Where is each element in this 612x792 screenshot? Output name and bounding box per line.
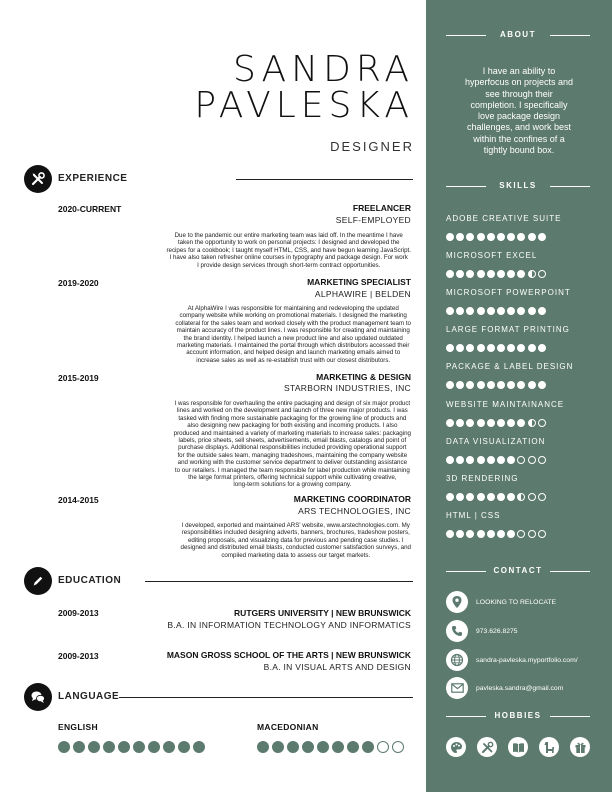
skill-dot bbox=[538, 381, 546, 389]
skill-dot bbox=[538, 233, 546, 241]
skill-level bbox=[446, 233, 546, 241]
skill-dot bbox=[538, 344, 546, 352]
level-dot bbox=[58, 741, 70, 753]
skill-dot bbox=[487, 344, 495, 352]
skill-dot bbox=[487, 233, 495, 241]
skill-dot bbox=[507, 456, 515, 464]
skill-dot bbox=[517, 270, 525, 278]
skills-heading: SKILLS bbox=[499, 181, 537, 190]
divider bbox=[119, 697, 413, 698]
book-icon bbox=[508, 737, 528, 757]
skill-dot bbox=[466, 381, 474, 389]
last-name: PAVLESKA bbox=[194, 85, 414, 126]
divider bbox=[145, 581, 413, 582]
job-company: SELF-EMPLOYED bbox=[335, 215, 411, 225]
tools-icon bbox=[24, 165, 52, 193]
job-description: I was responsible for overhauling the entire packaging and design of six major product lines and worked on the development and launch of three new major products. I was tasked with finding more sustainable packaging for the growing line of products and also designing new packaging for both existing and incoming products. I also produced and maintained a variety of marketing materials to increase sales: packaging labels, price sheets, sell sheets, advertisements, email blasts, catalogs and point of purchase displays. Additional responsibilities included providing operational support for the outside sales team, managing tradeshows, maintaining the company website and working with the customer service department to deliver outstanding assistance to our retailers. I managed the team responsible for label production while maintaining the large format printers, offering technical support while cultivating creative, long-term solutions for a growing company. bbox=[173, 400, 411, 489]
skill-dot bbox=[477, 307, 485, 315]
chat-bubbles-icon bbox=[24, 683, 52, 711]
skill-dot bbox=[507, 307, 515, 315]
skill-dot bbox=[466, 493, 474, 501]
about-heading: ABOUT bbox=[500, 30, 536, 39]
sidebar bbox=[426, 0, 612, 792]
job-role: MARKETING & DESIGN bbox=[316, 372, 411, 382]
skill-dot bbox=[528, 530, 536, 538]
skill-dot bbox=[456, 530, 464, 538]
skill-name: HTML | CSS bbox=[446, 511, 501, 520]
mail-icon bbox=[446, 677, 468, 699]
skill-dot bbox=[446, 344, 454, 352]
skill-dot bbox=[487, 419, 495, 427]
skill-dot bbox=[538, 419, 546, 427]
contact-email[interactable]: pavleska.sandra@gmail.com bbox=[446, 677, 563, 699]
skill-dot bbox=[507, 530, 515, 538]
skill-dot bbox=[456, 381, 464, 389]
skill-dot bbox=[538, 307, 546, 315]
skill-dot bbox=[477, 344, 485, 352]
contact-location: LOOKING TO RELOCATE bbox=[446, 591, 556, 613]
level-dot bbox=[118, 741, 130, 753]
skill-dot bbox=[528, 307, 536, 315]
skill-level bbox=[446, 456, 546, 464]
skill-dot bbox=[477, 270, 485, 278]
education-school: RUTGERS UNIVERSITY | NEW BRUNSWICK bbox=[234, 608, 411, 618]
level-dot bbox=[257, 741, 269, 753]
skill-dot bbox=[446, 493, 454, 501]
language-level bbox=[257, 741, 404, 753]
skill-level bbox=[446, 530, 546, 538]
skill-dot bbox=[466, 233, 474, 241]
level-dot bbox=[377, 741, 389, 753]
skill-dot bbox=[487, 530, 495, 538]
skill-name: PACKAGE & LABEL DESIGN bbox=[446, 362, 574, 371]
level-dot bbox=[103, 741, 115, 753]
skill-dot bbox=[456, 456, 464, 464]
level-dot bbox=[362, 741, 374, 753]
skill-dot bbox=[497, 270, 505, 278]
skill-dot bbox=[507, 419, 515, 427]
dog-icon bbox=[539, 737, 559, 757]
skill-dot bbox=[456, 307, 464, 315]
skill-dot bbox=[528, 456, 536, 464]
skill-dot bbox=[528, 419, 536, 427]
experience-section-header bbox=[24, 165, 413, 193]
skill-dot bbox=[497, 233, 505, 241]
skill-name: DATA VISUALIZATION bbox=[446, 437, 546, 446]
level-dot bbox=[163, 741, 175, 753]
job-years: 2019-2020 bbox=[58, 278, 99, 288]
pencil-icon bbox=[24, 567, 52, 595]
skill-dot bbox=[487, 381, 495, 389]
job-years: 2015-2019 bbox=[58, 373, 99, 383]
skill-dot bbox=[446, 530, 454, 538]
skill-dot bbox=[497, 419, 505, 427]
education-years: 2009-2013 bbox=[58, 651, 99, 661]
job-description: At AlphaWire I was responsible for maintaining and redeveloping the updated company website while working on promotional materials. I designed the marketing collateral for the sales team and worked closely with the product management team to maintain accuracy of the product lines. I was responsible for creating and maintaining the brand identity. I helped launch a new product line and also updated outdated marketing materials. I maintained the portal through which distributors accessed their account information, and helped design and launch marketing emails aimed to increase sales as well as re-establish trust with our closest distributors. bbox=[175, 305, 411, 364]
skill-dot bbox=[528, 270, 536, 278]
skill-dot bbox=[517, 493, 525, 501]
skill-dot bbox=[477, 493, 485, 501]
skill-dot bbox=[538, 493, 546, 501]
level-dot bbox=[73, 741, 85, 753]
skill-dot bbox=[538, 270, 546, 278]
level-dot bbox=[148, 741, 160, 753]
tools-icon bbox=[477, 737, 497, 757]
phone-icon bbox=[446, 620, 468, 642]
language-heading: LANGUAGE bbox=[58, 691, 120, 702]
skill-dot bbox=[507, 344, 515, 352]
education-years: 2009-2013 bbox=[58, 608, 99, 618]
globe-icon bbox=[446, 649, 468, 671]
skill-name: WEBSITE MAINTAINANCE bbox=[446, 400, 565, 409]
skill-dot bbox=[487, 493, 495, 501]
skills-header bbox=[446, 180, 590, 192]
job-company: ARS TECHNOLOGIES, INC bbox=[298, 506, 411, 516]
skill-dot bbox=[497, 493, 505, 501]
education-degree: B.A. IN INFORMATION TECHNOLOGY AND INFORMATICS bbox=[167, 620, 411, 630]
location-pin-icon bbox=[446, 591, 468, 613]
skill-name: ADOBE CREATIVE SUITE bbox=[446, 214, 562, 223]
education-school: MASON GROSS SCHOOL OF THE ARTS | NEW BRUNSWICK bbox=[166, 650, 411, 660]
skill-dot bbox=[538, 456, 546, 464]
level-dot bbox=[347, 741, 359, 753]
job-years: 2014-2015 bbox=[58, 495, 99, 505]
skill-dot bbox=[466, 530, 474, 538]
level-dot bbox=[133, 741, 145, 753]
job-company: ALPHAWIRE | BELDEN bbox=[314, 289, 411, 299]
hobbies-heading: HOBBIES bbox=[494, 711, 542, 720]
contact-heading: CONTACT bbox=[493, 566, 543, 575]
skill-dot bbox=[528, 493, 536, 501]
hobbies-header bbox=[446, 710, 590, 722]
skill-dot bbox=[466, 270, 474, 278]
skill-dot bbox=[497, 530, 505, 538]
skill-dot bbox=[456, 270, 464, 278]
skill-dot bbox=[497, 456, 505, 464]
level-dot bbox=[178, 741, 190, 753]
skill-dot bbox=[528, 344, 536, 352]
skill-dot bbox=[487, 456, 495, 464]
skill-dot bbox=[477, 419, 485, 427]
skill-dot bbox=[446, 270, 454, 278]
skill-dot bbox=[446, 419, 454, 427]
level-dot bbox=[317, 741, 329, 753]
skill-dot bbox=[466, 456, 474, 464]
skill-dot bbox=[517, 344, 525, 352]
skill-dot bbox=[497, 307, 505, 315]
skill-dot bbox=[466, 307, 474, 315]
skill-level bbox=[446, 307, 546, 315]
skill-dot bbox=[507, 233, 515, 241]
education-degree: B.A. IN VISUAL ARTS AND DESIGN bbox=[263, 662, 411, 672]
skill-name: MICROSOFT EXCEL bbox=[446, 251, 538, 260]
skill-dot bbox=[528, 381, 536, 389]
skill-name: 3D RENDERING bbox=[446, 474, 519, 483]
job-description: Due to the pandemic our entire marketing team was laid off. In the meantime I have taken the opportunity to work on personal projects: I designed and developed the recipes for a cookbook; I taught myself HTML, CSS, and have begun learning JavaScript. I have also taken refresher online courses in typography and package design. For work I provide design services through short-term contract opportunities. bbox=[166, 232, 411, 269]
skill-dot bbox=[456, 419, 464, 427]
level-dot bbox=[302, 741, 314, 753]
language-name: ENGLISH bbox=[58, 722, 98, 732]
skill-dot bbox=[446, 233, 454, 241]
language-name: MACEDONIAN bbox=[257, 722, 319, 732]
job-title: DESIGNER bbox=[330, 139, 414, 154]
level-dot bbox=[272, 741, 284, 753]
skill-dot bbox=[507, 381, 515, 389]
skill-dot bbox=[477, 381, 485, 389]
level-dot bbox=[193, 741, 205, 753]
level-dot bbox=[287, 741, 299, 753]
skill-dot bbox=[446, 381, 454, 389]
candidate-name bbox=[194, 49, 414, 126]
skill-level bbox=[446, 419, 546, 427]
skill-dot bbox=[517, 307, 525, 315]
gift-icon bbox=[570, 737, 590, 757]
skill-dot bbox=[497, 381, 505, 389]
contact-website[interactable]: sandra-pavleska.myportfolio.com/ bbox=[446, 649, 578, 671]
divider bbox=[236, 179, 413, 180]
skill-dot bbox=[507, 493, 515, 501]
skill-level bbox=[446, 381, 546, 389]
first-name: SANDRA bbox=[233, 49, 414, 90]
contact-phone: 973.626.8275 bbox=[446, 620, 518, 642]
skill-dot bbox=[446, 307, 454, 315]
about-header bbox=[446, 29, 590, 41]
education-heading: EDUCATION bbox=[58, 575, 122, 586]
language-level bbox=[58, 741, 205, 753]
skill-level bbox=[446, 493, 546, 501]
skill-dot bbox=[487, 270, 495, 278]
skill-name: MICROSOFT POWERPOINT bbox=[446, 288, 571, 297]
skill-dot bbox=[477, 530, 485, 538]
skill-level bbox=[446, 344, 546, 352]
skill-dot bbox=[456, 493, 464, 501]
skill-name: LARGE FORMAT PRINTING bbox=[446, 325, 570, 334]
skill-dot bbox=[517, 530, 525, 538]
education-section-header bbox=[24, 567, 413, 595]
about-text: I have an ability to hyperfocus on projects and see through their completion. I specifically love package design challenges, and work best within the confines of a tightly bound box. bbox=[464, 66, 574, 156]
skill-dot bbox=[487, 307, 495, 315]
skill-level bbox=[446, 270, 546, 278]
experience-heading: EXPERIENCE bbox=[58, 173, 128, 184]
job-description: I developed, exported and maintained ARS' website, www.arstechnologies.com. My responsibilities included designing adverts, banners, brochures, tradeshow posters, editing proposals, and visualizing data for previous and pending case studies. I designed and distributed email blasts, conducted customer satisfaction surveys, and compiled marketing data to assess our target markets. bbox=[180, 522, 411, 559]
skill-dot bbox=[497, 344, 505, 352]
skill-dot bbox=[517, 456, 525, 464]
job-role: FREELANCER bbox=[352, 203, 411, 213]
skill-dot bbox=[507, 270, 515, 278]
skill-dot bbox=[466, 344, 474, 352]
skill-dot bbox=[528, 233, 536, 241]
skill-dot bbox=[477, 456, 485, 464]
skill-dot bbox=[538, 530, 546, 538]
job-role: MARKETING COORDINATOR bbox=[293, 494, 411, 504]
skill-dot bbox=[477, 233, 485, 241]
contact-header bbox=[446, 565, 590, 577]
skill-dot bbox=[456, 344, 464, 352]
job-company: STARBORN INDUSTRIES, INC bbox=[284, 383, 411, 393]
job-role: MARKETING SPECIALIST bbox=[307, 277, 411, 287]
job-years: 2020-CURRENT bbox=[58, 204, 122, 214]
hobbies-icons bbox=[446, 737, 590, 757]
level-dot bbox=[332, 741, 344, 753]
skill-dot bbox=[466, 419, 474, 427]
level-dot bbox=[392, 741, 404, 753]
language-section-header bbox=[24, 683, 413, 711]
skill-dot bbox=[456, 233, 464, 241]
level-dot bbox=[88, 741, 100, 753]
skill-dot bbox=[517, 381, 525, 389]
skill-dot bbox=[446, 456, 454, 464]
skill-dot bbox=[517, 419, 525, 427]
palette-icon bbox=[446, 737, 466, 757]
skill-dot bbox=[517, 233, 525, 241]
